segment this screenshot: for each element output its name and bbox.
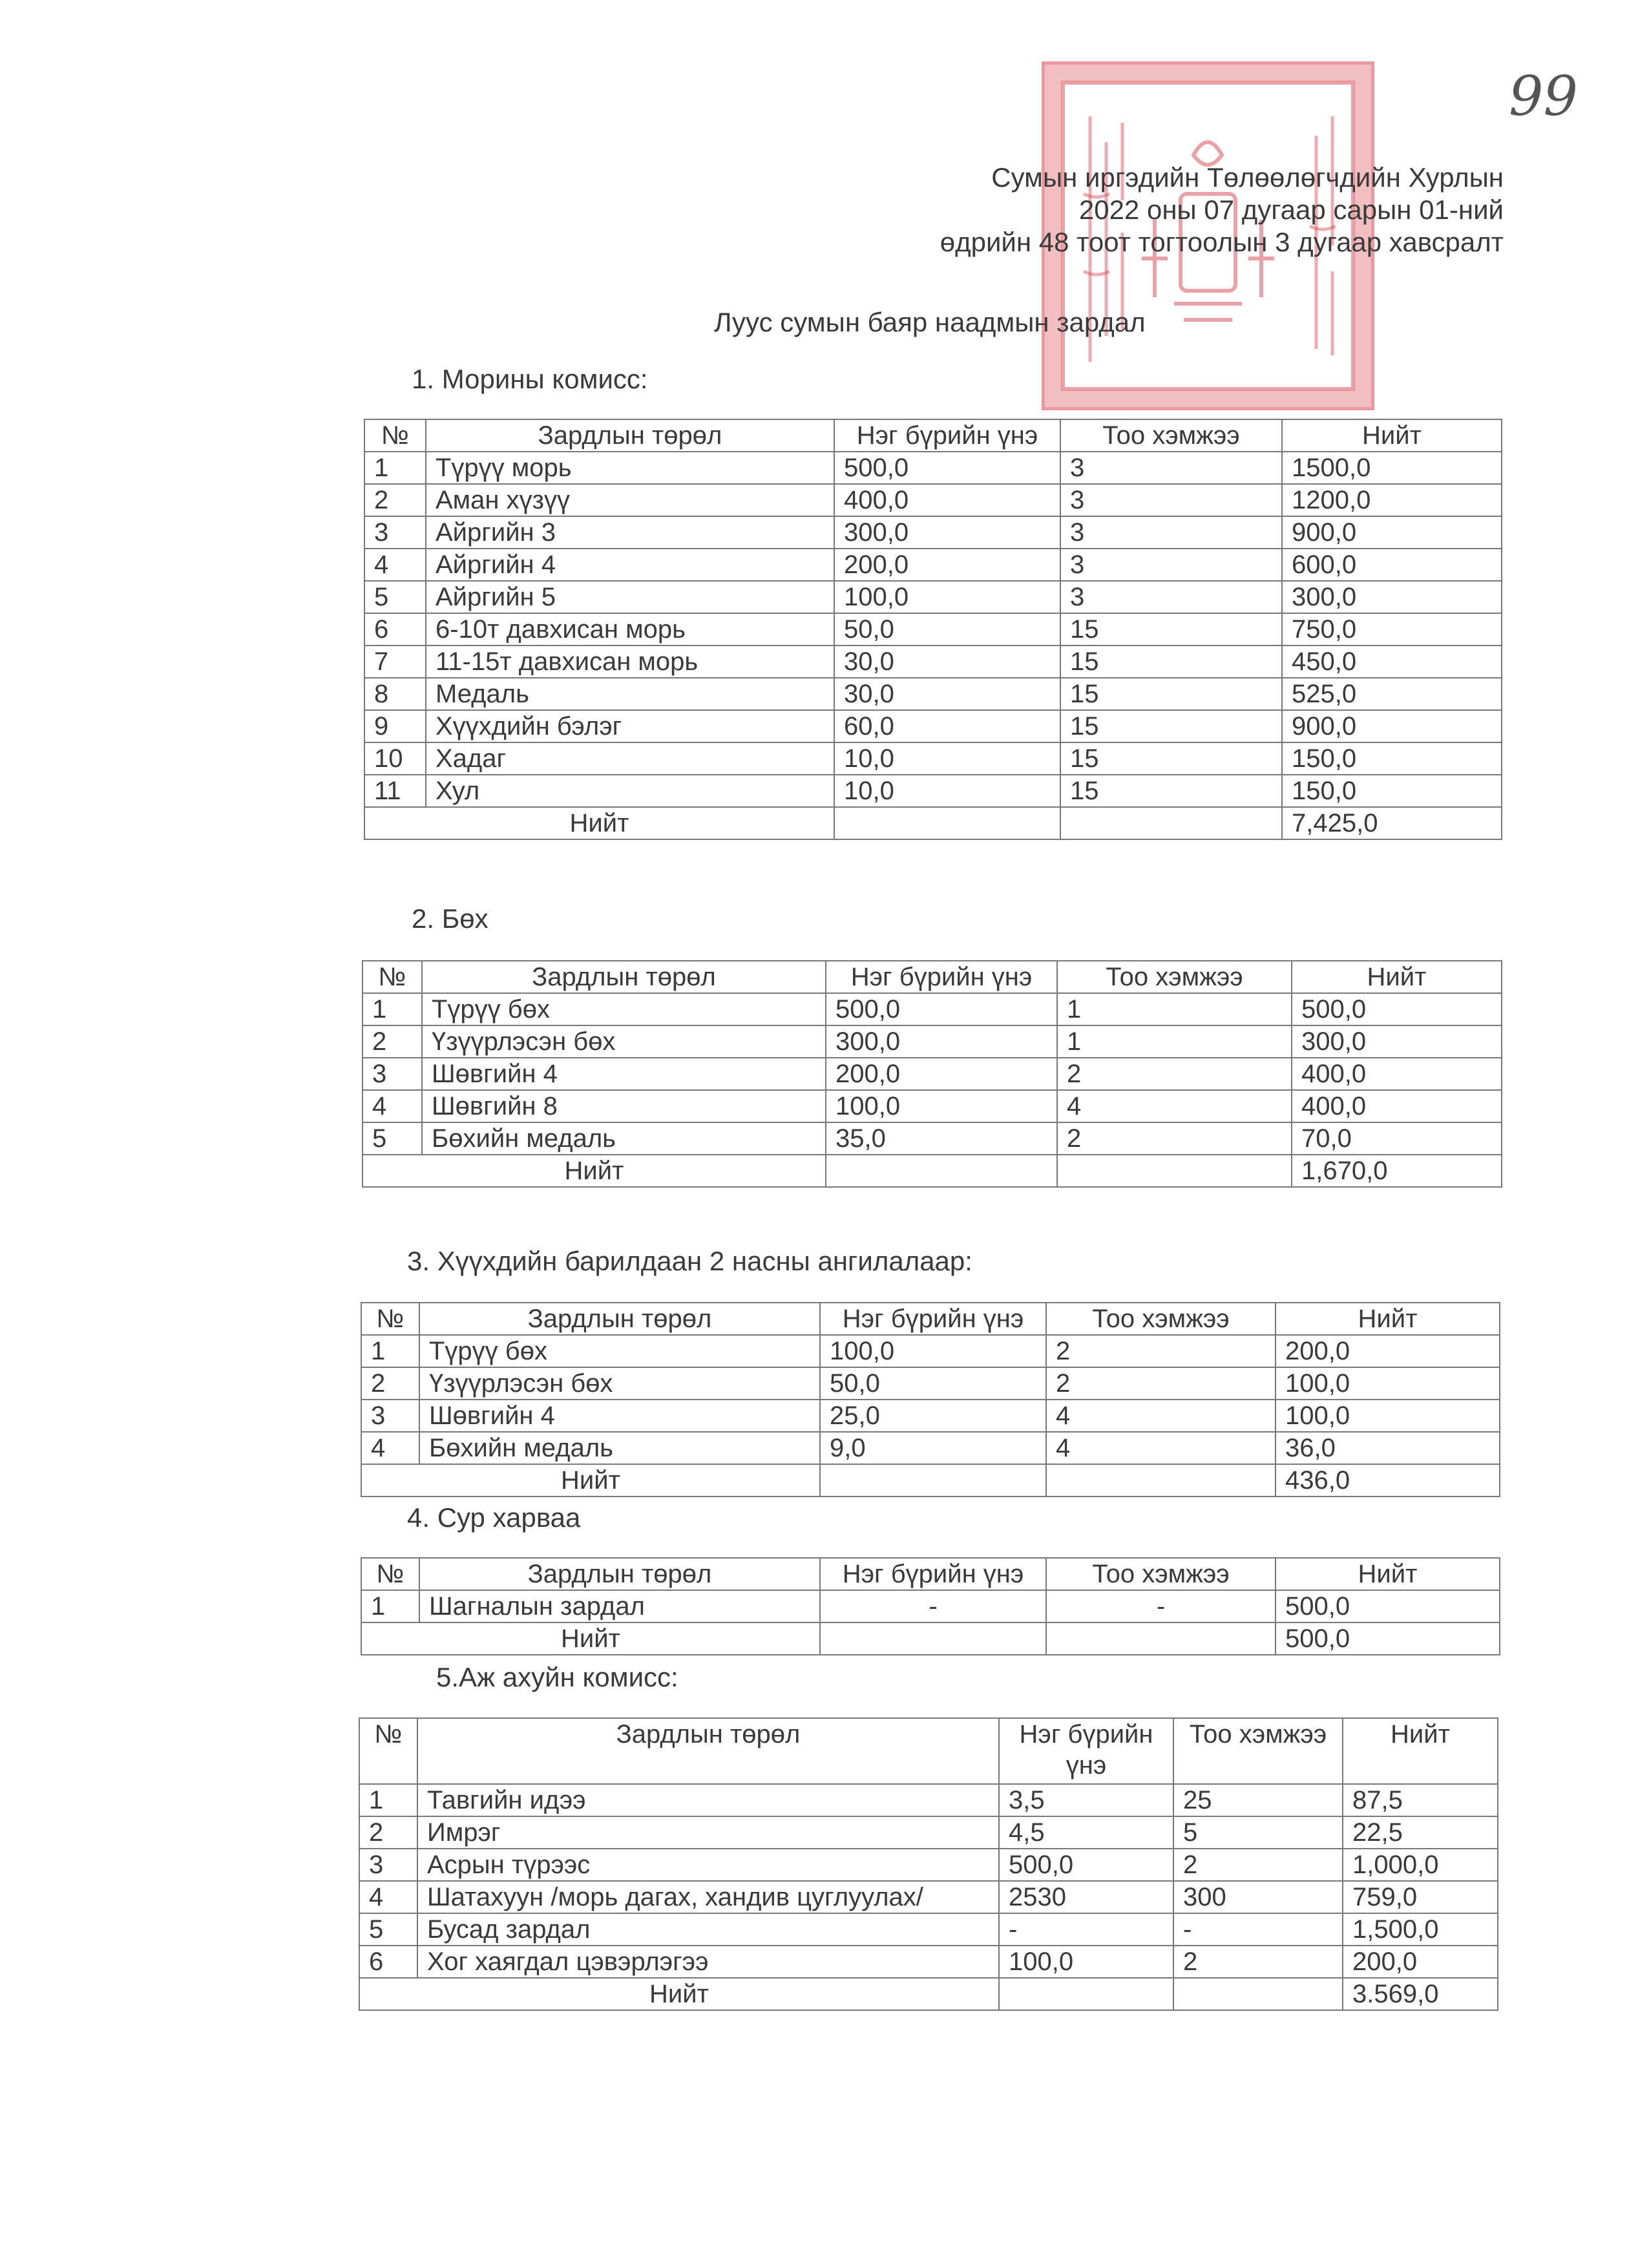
page-number: 99 xyxy=(1509,65,1578,128)
row-total-cell: 450,0 xyxy=(1282,646,1502,678)
col-header-total: Нийт xyxy=(1292,961,1502,993)
table-row xyxy=(364,484,1502,516)
row-total-cell: 900,0 xyxy=(1282,516,1502,549)
row-number-cell: 9 xyxy=(364,710,426,742)
row-number-cell: 4 xyxy=(359,1881,417,1913)
row-total-cell: 759,0 xyxy=(1343,1881,1498,1913)
document-header xyxy=(940,162,1504,258)
col-header-type: Зардлын төрөл xyxy=(417,1718,999,1784)
row-total-cell: 900,0 xyxy=(1282,710,1502,742)
expense-type-cell: Шөвгийн 4 xyxy=(422,1058,826,1090)
row-number-cell: 1 xyxy=(364,452,426,484)
quantity-cell: - xyxy=(1173,1913,1343,1946)
row-total-cell: 400,0 xyxy=(1292,1090,1502,1122)
expense-type-cell: Имрэг xyxy=(417,1816,999,1849)
section-title-2: 2. Бөх xyxy=(412,903,488,934)
table-row xyxy=(364,678,1502,710)
unit-price-cell: 35,0 xyxy=(826,1122,1057,1155)
row-total-cell: 200,0 xyxy=(1343,1946,1498,1978)
quantity-cell: 15 xyxy=(1060,613,1282,646)
expense-type-cell: Айргийн 3 xyxy=(426,516,834,549)
total-empty-cell xyxy=(820,1464,1046,1496)
row-total-cell: 500,0 xyxy=(1276,1590,1500,1622)
unit-price-cell: 3,5 xyxy=(999,1784,1173,1816)
row-number-cell: 3 xyxy=(364,516,426,549)
expense-type-cell: Тавгийн идээ xyxy=(417,1784,999,1816)
row-total-cell: 200,0 xyxy=(1276,1335,1500,1367)
table-row xyxy=(364,775,1502,807)
row-number-cell: 4 xyxy=(362,1090,422,1122)
unit-price-cell: 10,0 xyxy=(834,775,1060,807)
expense-type-cell: Бөхийн медаль xyxy=(419,1432,820,1464)
expense-type-cell: Асрын түрээс xyxy=(417,1849,999,1881)
total-empty-cell xyxy=(1046,1464,1276,1496)
table-header xyxy=(362,961,1502,993)
total-empty-cell xyxy=(826,1155,1057,1187)
table-row xyxy=(361,1432,1500,1464)
header-line-3: өдрийн 48 тоот тогтоолын 3 дугаар хавсралт xyxy=(940,227,1504,257)
unit-price-cell: 400,0 xyxy=(834,484,1060,516)
row-total-cell: 300,0 xyxy=(1292,1025,1502,1058)
col-header-unit-price: Нэг бүрийн үнэ xyxy=(820,1558,1046,1590)
unit-price-cell: 200,0 xyxy=(834,549,1060,581)
row-total-cell: 600,0 xyxy=(1282,549,1502,581)
col-header-unit-price: Нэг бүрийн үнэ xyxy=(820,1303,1046,1335)
quantity-cell: 25 xyxy=(1173,1784,1343,1816)
col-header-total: Нийт xyxy=(1276,1558,1500,1590)
expense-type-cell: Шөвгийн 4 xyxy=(419,1400,820,1432)
total-row xyxy=(359,1978,1498,2010)
total-row xyxy=(362,1155,1502,1187)
quantity-cell: 3 xyxy=(1060,484,1282,516)
table-row xyxy=(364,581,1502,613)
unit-price-cell: 30,0 xyxy=(834,646,1060,678)
row-number-cell: 2 xyxy=(362,1025,422,1058)
expense-table-3 xyxy=(361,1302,1500,1497)
row-total-cell: 300,0 xyxy=(1282,581,1502,613)
total-label: Нийт xyxy=(361,1464,820,1496)
unit-price-cell: 500,0 xyxy=(834,452,1060,484)
section-title-1: 1. Морины комисс: xyxy=(412,364,648,394)
table-row xyxy=(364,742,1502,775)
quantity-cell: 1 xyxy=(1057,993,1292,1025)
row-number-cell: 4 xyxy=(361,1432,419,1464)
expense-type-cell: Үзүүрлэсэн бөх xyxy=(422,1025,826,1058)
expense-type-cell: Үзүүрлэсэн бөх xyxy=(419,1367,820,1400)
table-row xyxy=(362,1122,1502,1155)
row-total-cell: 100,0 xyxy=(1276,1367,1500,1400)
total-label: Нийт xyxy=(359,1978,999,2010)
header-line-1: Сумын иргэдийн Төлөөлөгчдийн Хурлын xyxy=(991,162,1504,193)
expense-type-cell: Бусад зардал xyxy=(417,1913,999,1946)
quantity-cell: 3 xyxy=(1060,581,1282,613)
quantity-cell: 15 xyxy=(1060,646,1282,678)
expense-type-cell: Бөхийн медаль xyxy=(422,1122,826,1155)
total-empty-cell xyxy=(834,807,1060,839)
total-label: Нийт xyxy=(362,1155,826,1187)
expense-table-4 xyxy=(361,1557,1500,1655)
row-total-cell: 500,0 xyxy=(1292,993,1502,1025)
col-header-no: № xyxy=(362,961,422,993)
expense-type-cell: Шагналын зардал xyxy=(419,1590,820,1622)
unit-price-cell: 300,0 xyxy=(826,1025,1057,1058)
quantity-cell: 2 xyxy=(1046,1335,1276,1367)
table-header xyxy=(361,1303,1500,1335)
expense-type-cell: Айргийн 5 xyxy=(426,581,834,613)
table-row xyxy=(362,1025,1502,1058)
row-total-cell: 150,0 xyxy=(1282,775,1502,807)
row-total-cell: 22,5 xyxy=(1343,1816,1498,1849)
unit-price-cell: 500,0 xyxy=(826,993,1057,1025)
total-empty-cell xyxy=(820,1622,1046,1655)
quantity-cell: 3 xyxy=(1060,549,1282,581)
table-row xyxy=(364,549,1502,581)
quantity-cell: 2 xyxy=(1046,1367,1276,1400)
col-header-quantity: Тоо хэмжээ xyxy=(1173,1718,1343,1784)
table-row xyxy=(359,1946,1498,1978)
col-header-no: № xyxy=(359,1718,417,1784)
col-header-total: Нийт xyxy=(1276,1303,1500,1335)
col-header-no: № xyxy=(361,1303,419,1335)
expense-type-cell: Түрүү морь xyxy=(426,452,834,484)
col-header-quantity: Тоо хэмжээ xyxy=(1046,1303,1276,1335)
quantity-cell: 15 xyxy=(1060,742,1282,775)
total-label: Нийт xyxy=(361,1622,820,1655)
section-title-5: 5.Аж ахуйн комисс: xyxy=(436,1662,678,1692)
quantity-cell: 15 xyxy=(1060,775,1282,807)
expense-type-cell: 6-10т давхисан морь xyxy=(426,613,834,646)
row-number-cell: 1 xyxy=(361,1335,419,1367)
col-header-no: № xyxy=(364,419,426,452)
expense-type-cell: Хул xyxy=(426,775,834,807)
total-row xyxy=(361,1622,1500,1655)
total-value: 3.569,0 xyxy=(1343,1978,1498,2010)
total-value: 1,670,0 xyxy=(1292,1155,1502,1187)
table-row xyxy=(364,710,1502,742)
document-title: Луус сумын баяр наадмын зардал xyxy=(714,307,1146,337)
col-header-quantity: Тоо хэмжээ xyxy=(1046,1558,1276,1590)
quantity-cell: 3 xyxy=(1060,452,1282,484)
expense-type-cell: Түрүү бөх xyxy=(419,1335,820,1367)
row-total-cell: 750,0 xyxy=(1282,613,1502,646)
row-number-cell: 2 xyxy=(361,1367,419,1400)
col-header-quantity: Тоо хэмжээ xyxy=(1057,961,1292,993)
row-total-cell: 87,5 xyxy=(1343,1784,1498,1816)
quantity-cell: 1 xyxy=(1057,1025,1292,1058)
expense-type-cell: Медаль xyxy=(426,678,834,710)
table-row xyxy=(361,1367,1500,1400)
quantity-cell: 2 xyxy=(1173,1849,1343,1881)
quantity-cell: 3 xyxy=(1060,516,1282,549)
total-empty-cell xyxy=(1173,1978,1343,2010)
table-header xyxy=(359,1718,1498,1784)
unit-price-cell: 9,0 xyxy=(820,1432,1046,1464)
total-row xyxy=(364,807,1502,839)
row-total-cell: 1,500,0 xyxy=(1343,1913,1498,1946)
row-number-cell: 4 xyxy=(364,549,426,581)
col-header-unit-price: Нэг бүрийн үнэ xyxy=(826,961,1057,993)
row-total-cell: 525,0 xyxy=(1282,678,1502,710)
col-header-quantity: Тоо хэмжээ xyxy=(1060,419,1282,452)
unit-price-cell: 30,0 xyxy=(834,678,1060,710)
total-empty-cell xyxy=(1057,1155,1292,1187)
unit-price-cell: 50,0 xyxy=(834,613,1060,646)
expense-table-5 xyxy=(359,1717,1498,2011)
row-number-cell: 5 xyxy=(362,1122,422,1155)
section-title-4: 4. Сур харваа xyxy=(407,1502,581,1533)
total-value: 7,425,0 xyxy=(1282,807,1502,839)
expense-type-cell: 11-15т давхисан морь xyxy=(426,646,834,678)
expense-type-cell: Айргийн 4 xyxy=(426,549,834,581)
row-number-cell: 1 xyxy=(362,993,422,1025)
section-title-3: 3. Хүүхдийн барилдаан 2 насны ангилалаар: xyxy=(407,1246,972,1276)
unit-price-cell: 25,0 xyxy=(820,1400,1046,1432)
quantity-cell: 2 xyxy=(1057,1122,1292,1155)
header-line-2: 2022 оны 07 дугаар сарын 01-ний xyxy=(1078,194,1504,225)
quantity-cell: 2 xyxy=(1057,1058,1292,1090)
table-row xyxy=(364,516,1502,549)
unit-price-cell: 4,5 xyxy=(999,1816,1173,1849)
table-header xyxy=(361,1558,1500,1590)
row-total-cell: 1500,0 xyxy=(1282,452,1502,484)
table-row xyxy=(362,1058,1502,1090)
row-total-cell: 36,0 xyxy=(1276,1432,1500,1464)
quantity-cell: - xyxy=(1046,1590,1276,1622)
row-total-cell: 1200,0 xyxy=(1282,484,1502,516)
col-header-type: Зардлын төрөл xyxy=(419,1558,820,1590)
col-header-type: Зардлын төрөл xyxy=(419,1303,820,1335)
col-header-unit-price: Нэг бүрийн үнэ xyxy=(999,1718,1173,1784)
row-number-cell: 10 xyxy=(364,742,426,775)
expense-type-cell: Хог хаягдал цэвэрлэгээ xyxy=(417,1946,999,1978)
expense-table-2 xyxy=(362,960,1502,1188)
table-row xyxy=(364,646,1502,678)
row-number-cell: 1 xyxy=(361,1590,419,1622)
quantity-cell: 4 xyxy=(1046,1400,1276,1432)
quantity-cell: 300 xyxy=(1173,1881,1343,1913)
row-number-cell: 2 xyxy=(359,1816,417,1849)
unit-price-cell: 100,0 xyxy=(820,1335,1046,1367)
row-number-cell: 5 xyxy=(359,1913,417,1946)
total-value: 500,0 xyxy=(1276,1622,1500,1655)
row-number-cell: 6 xyxy=(364,613,426,646)
row-number-cell: 7 xyxy=(364,646,426,678)
row-number-cell: 3 xyxy=(362,1058,422,1090)
row-number-cell: 8 xyxy=(364,678,426,710)
unit-price-cell: 10,0 xyxy=(834,742,1060,775)
unit-price-cell: 100,0 xyxy=(826,1090,1057,1122)
expense-table-1 xyxy=(364,419,1502,840)
row-number-cell: 3 xyxy=(361,1400,419,1432)
quantity-cell: 5 xyxy=(1173,1816,1343,1849)
unit-price-cell: 100,0 xyxy=(834,581,1060,613)
row-number-cell: 3 xyxy=(359,1849,417,1881)
row-total-cell: 100,0 xyxy=(1276,1400,1500,1432)
quantity-cell: 15 xyxy=(1060,678,1282,710)
quantity-cell: 4 xyxy=(1046,1432,1276,1464)
col-header-unit-price: Нэг бүрийн үнэ xyxy=(834,419,1060,452)
unit-price-cell: - xyxy=(999,1913,1173,1946)
col-header-no: № xyxy=(361,1558,419,1590)
col-header-total: Нийт xyxy=(1343,1718,1498,1784)
table-row xyxy=(359,1881,1498,1913)
table-header xyxy=(364,419,1502,452)
expense-type-cell: Хадаг xyxy=(426,742,834,775)
row-number-cell: 6 xyxy=(359,1946,417,1978)
total-row xyxy=(361,1464,1500,1496)
row-number-cell: 2 xyxy=(364,484,426,516)
table-row xyxy=(359,1849,1498,1881)
total-value: 436,0 xyxy=(1276,1464,1500,1496)
row-number-cell: 5 xyxy=(364,581,426,613)
unit-price-cell: 50,0 xyxy=(820,1367,1046,1400)
unit-price-cell: 200,0 xyxy=(826,1058,1057,1090)
table-row xyxy=(361,1590,1500,1622)
table-row xyxy=(359,1816,1498,1849)
row-number-cell: 11 xyxy=(364,775,426,807)
unit-price-cell: 100,0 xyxy=(999,1946,1173,1978)
total-empty-cell xyxy=(999,1978,1173,2010)
expense-type-cell: Шөвгийн 8 xyxy=(422,1090,826,1122)
table-row xyxy=(359,1913,1498,1946)
unit-price-cell: 300,0 xyxy=(834,516,1060,549)
expense-type-cell: Түрүү бөх xyxy=(422,993,826,1025)
table-row xyxy=(362,993,1502,1025)
expense-type-cell: Аман хүзүү xyxy=(426,484,834,516)
row-total-cell: 1,000,0 xyxy=(1343,1849,1498,1881)
expense-type-cell: Шатахуун /морь дагах, хандив цуглуулах/ xyxy=(417,1881,999,1913)
unit-price-cell: 500,0 xyxy=(999,1849,1173,1881)
table-row xyxy=(361,1335,1500,1367)
quantity-cell: 2 xyxy=(1173,1946,1343,1978)
row-number-cell: 1 xyxy=(359,1784,417,1816)
col-header-type: Зардлын төрөл xyxy=(422,961,826,993)
unit-price-cell: - xyxy=(820,1590,1046,1622)
col-header-type: Зардлын төрөл xyxy=(426,419,834,452)
table-row xyxy=(364,613,1502,646)
total-empty-cell xyxy=(1046,1622,1276,1655)
row-total-cell: 400,0 xyxy=(1292,1058,1502,1090)
expense-type-cell: Хүүхдийн бэлэг xyxy=(426,710,834,742)
quantity-cell: 4 xyxy=(1057,1090,1292,1122)
quantity-cell: 15 xyxy=(1060,710,1282,742)
unit-price-cell: 2530 xyxy=(999,1881,1173,1913)
total-label: Нийт xyxy=(364,807,834,839)
col-header-total: Нийт xyxy=(1282,419,1502,452)
table-row xyxy=(364,452,1502,484)
unit-price-cell: 60,0 xyxy=(834,710,1060,742)
table-row xyxy=(359,1784,1498,1816)
row-total-cell: 150,0 xyxy=(1282,742,1502,775)
row-total-cell: 70,0 xyxy=(1292,1122,1502,1155)
total-empty-cell xyxy=(1060,807,1282,839)
table-row xyxy=(361,1400,1500,1432)
table-row xyxy=(362,1090,1502,1122)
